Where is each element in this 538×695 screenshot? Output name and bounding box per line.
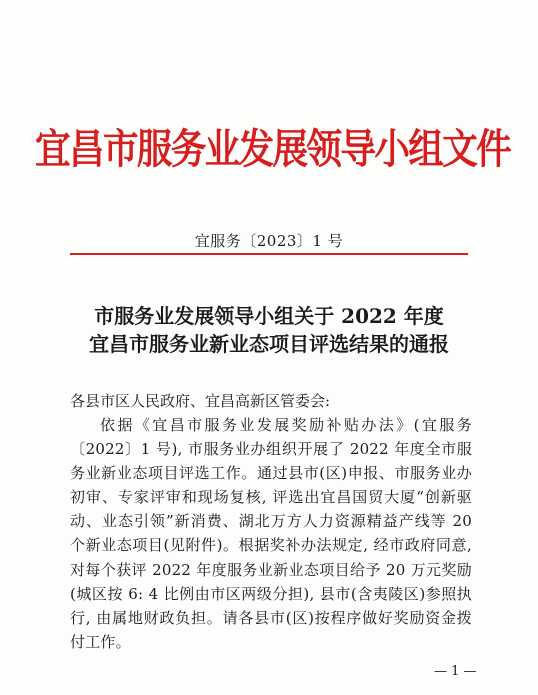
issuer-header-title: 宜昌市服务业发展领导小组文件: [34, 125, 510, 173]
page-number: — 1 —: [434, 664, 477, 679]
body-paragraph: 依据《宜昌市服务业发展奖励补贴办法》(宜服务〔2022〕1 号), 市服务业办组织开展了 2022 年度全市服务业新业态项目评选工作。通过县市(区)申报、市服务业办初审、专家评审和现场复核, 评选出宜昌国贸大厦“创新驱动、业态引领”新消费、湖北万方人力资源精益产线等 20 个新业态项目(见附件)。根据奖补办法规定, 经市政府同意, 对每个获评 2022 年度服务业新业态项目给予 20 万元奖励(城区按 6: 4 比例由市区两级分担), 县市(含夷陵区)参照执行, 由属地财政负担。请各县市(区)按程序做好奖励资金拨付工作。: [70, 416, 472, 651]
document-number: 宜服务〔2023〕1 号: [194, 232, 344, 250]
salutation: 各县市区人民政府、宜昌高新区管委会:: [70, 392, 331, 410]
notice-title-line-2: 宜昌市服务业新业态项目评选结果的通报: [89, 332, 449, 356]
notice-title-line-1: 市服务业发展领导小组关于 2022 年度: [94, 304, 444, 328]
red-divider-line: [70, 253, 468, 255]
